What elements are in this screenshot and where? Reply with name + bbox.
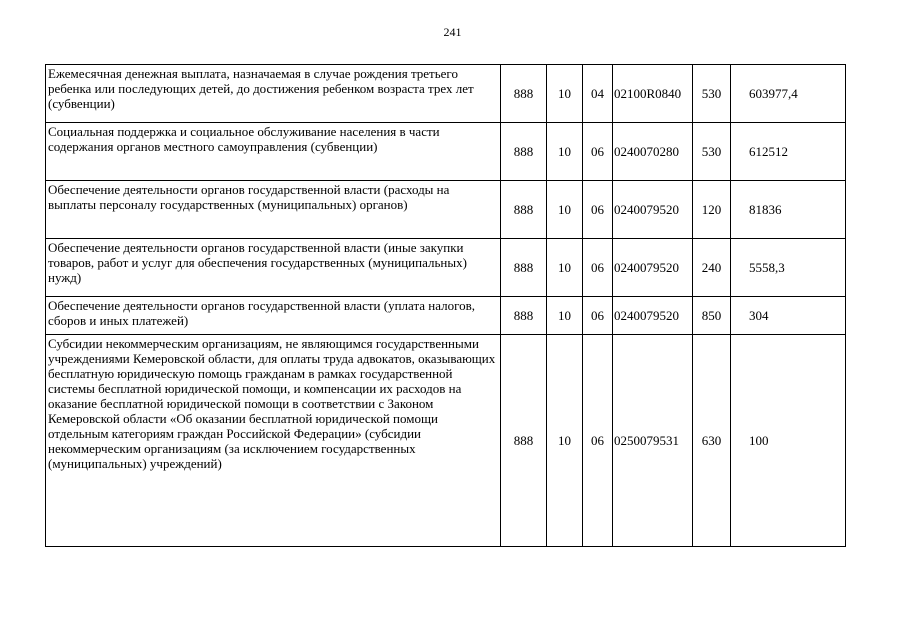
table-row: [46, 297, 846, 335]
row-target: 0240079520: [613, 181, 693, 239]
row-section: 10: [547, 239, 583, 297]
row-amount: 612512: [731, 123, 846, 181]
row-section: 10: [547, 181, 583, 239]
row-subsection: 06: [583, 239, 613, 297]
table-row: [46, 181, 846, 239]
page-number: 241: [443, 25, 462, 39]
row-description: Обеспечение деятельности органов государственной власти (расходы на выплаты персоналу государственных (муниципальных) органов): [46, 181, 501, 239]
row-amount: 603977,4: [731, 65, 846, 123]
row-target: 0240079520: [613, 239, 693, 297]
row-expense-type: 530: [693, 65, 731, 123]
row-description: Обеспечение деятельности органов государственной власти (уплата налогов, сборов и иных платежей): [46, 297, 501, 335]
row-target: 0240070280: [613, 123, 693, 181]
row-section: 10: [547, 335, 583, 547]
row-description: Ежемесячная денежная выплата, назначаемая в случае рождения третьего ребенка или последующих детей, до достижения ребенком возраста трех лет (субвенции): [46, 65, 501, 123]
row-grbs: 888: [501, 335, 547, 547]
row-subsection: 06: [583, 335, 613, 547]
row-expense-type: 120: [693, 181, 731, 239]
row-grbs: 888: [501, 65, 547, 123]
table-row: [46, 65, 846, 123]
row-amount: 304: [731, 297, 846, 335]
row-description: Обеспечение деятельности органов государственной власти (иные закупки товаров, работ и услуг для обеспечения государственных (муниципальных) нужд): [46, 239, 501, 297]
row-target: 02100R0840: [613, 65, 693, 123]
budget-table: [45, 64, 846, 547]
table-row: [46, 239, 846, 297]
row-amount: 5558,3: [731, 239, 846, 297]
row-subsection: 06: [583, 181, 613, 239]
row-expense-type: 630: [693, 335, 731, 547]
row-expense-type: 240: [693, 239, 731, 297]
row-subsection: 06: [583, 123, 613, 181]
row-subsection: 04: [583, 65, 613, 123]
row-amount: 100: [731, 335, 846, 547]
row-section: 10: [547, 297, 583, 335]
row-grbs: 888: [501, 123, 547, 181]
row-grbs: 888: [501, 239, 547, 297]
row-target: 0250079531: [613, 335, 693, 547]
row-subsection: 06: [583, 297, 613, 335]
row-expense-type: 850: [693, 297, 731, 335]
row-target: 0240079520: [613, 297, 693, 335]
row-grbs: 888: [501, 297, 547, 335]
table-row: [46, 335, 846, 547]
row-grbs: 888: [501, 181, 547, 239]
row-amount: 81836: [731, 181, 846, 239]
row-expense-type: 530: [693, 123, 731, 181]
row-description: Субсидии некоммерческим организациям, не являющимся государственными учреждениями Кемеровской области, для оплаты труда адвокатов, оказывающих бесплатную юридическую помощь гражданам в рамках государственной системы бесплатной юридической помощи, и компенсации их расходов на оказание бесплатной юридической помощи в соответствии с Законом Кемеровской области «Об оказании бесплатной юридической помощи отдельным категориям граждан Российской Федерации» (субсидии некоммерческим организациям (за исключением государственных (муниципальных) учреждений): [46, 335, 501, 547]
row-section: 10: [547, 65, 583, 123]
row-section: 10: [547, 123, 583, 181]
row-description: Социальная поддержка и социальное обслуживание населения в части содержания органов местного самоуправления (субвенции): [46, 123, 501, 181]
table-row: [46, 123, 846, 181]
